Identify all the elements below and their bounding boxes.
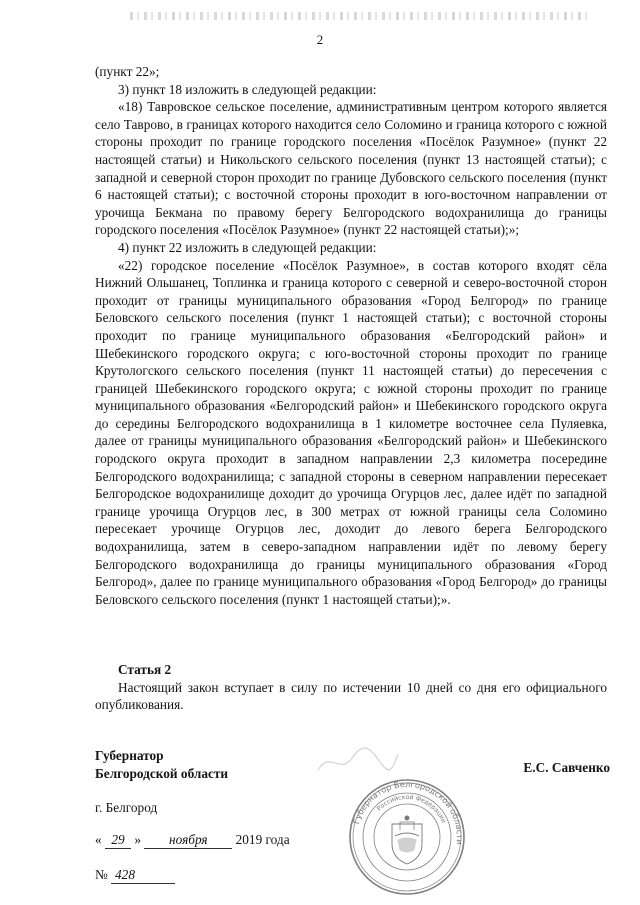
seal-outer-text: Губернатор Белгородской области: [350, 778, 466, 846]
seal-inner-text: Российской Федерации: [375, 793, 448, 825]
date-year: 2019 года: [235, 832, 290, 847]
item-4-intro: 4) пункт 22 изложить в следующей редакции:: [118, 239, 377, 255]
page-number: 2: [316, 32, 324, 47]
article-2-title: Статья 2: [118, 662, 172, 677]
governor-name: Е.С. Савченко: [523, 760, 610, 775]
coat-of-arms-icon: [392, 816, 422, 864]
item-3-intro: 3) пункт 18 изложить в следующей редакции:: [118, 81, 377, 97]
date-line: [95, 832, 290, 849]
item-22-text: «22) городское поселение «Посёлок Разумное», в состав которого входят сёла Нижний Ольшанец, Топлинка и граница которого с северной и северо-восточной сторон проходит от границы муниципального образования «Город Белгород» по границе Беловского сельского поселения (пункт 1 настоящей статьи); с восточной стороны проходит по границе муниципального образования «Белгородский район» и Шебекинского городского округа; с юго-восточной стороны проходит по границе Крутологского сельского поселения (пункт 11 настоящей статьи) до пересечения с границей Шебекинского городского округа; с южной стороны проходит по границе муниципального образования «Белгородский район» и Шебекинского городского округа до середины Белгородского водохранилища в 1 километре восточнее села Пуляевка, далее от границы муниципального образования «Белгородский район» и Шебекинского городского округа проходит в западном направлении 2,3 километра посередине Белгородского водохранилища; с западной стороны в северном направлении пересекает Белгородское водохранилище доходит до урочища Огурцов лес, далее идёт по западной границе урочища Огурцов лес, в 300 метрах от южной границы села Соломино пересекает урочище Огурцов лес, доходит до левого берега Белгородского водохранилища, затем в северо-западном направлении идёт по левому берегу Белгородского водохранилища до границы муниципального образования «Город Белгород», далее по границе муниципального образования «Город Белгород» до границы Беловского сельского поселения (пункт 1 настоящей статьи);».: [95, 257, 607, 607]
date-open-quote: «: [95, 832, 102, 847]
document-number-line: [95, 867, 175, 884]
scan-header-noise: [130, 12, 590, 20]
governor-position-line2: Белгородской области: [95, 766, 229, 781]
document-body: [95, 63, 607, 608]
date-day: 29: [105, 832, 131, 849]
official-seal-stamp: [348, 778, 466, 896]
document-number: 428: [111, 867, 175, 884]
handwritten-signature: [310, 740, 400, 780]
item-18-text: «18) Тавровское сельское поселение, административным центром которого является село Таврово, в границах которого находится село Соломино и граница которого с южной стороны проходит по границе городского поселения «Посёлок Разумное» (пункт 22 настоящей статьи) и Никольского сельского поселения (пункт 13 настоящей статьи); с западной и северной сторон проходит по границе Дубовского сельского поселения (пункт 6 настоящей статьи); с восточной стороны проходит в юго-восточном направлении от урочища Бекмана по правому берегу Белгородского водохранилища до границы городского поселения «Посёлок Разумное» (пункт 22 настоящей статьи);»;: [95, 99, 607, 238]
date-month: ноября: [144, 832, 232, 849]
governor-position: [95, 747, 228, 783]
article-2-text: Настоящий закон вступает в силу по истечении 10 дней со дня его официального опубликования.: [95, 679, 607, 713]
body-line-0: (пункт 22»;: [95, 64, 160, 79]
city: г. Белгород: [95, 800, 158, 815]
number-label: №: [95, 867, 108, 882]
governor-position-line1: Губернатор: [95, 748, 164, 763]
article-2: [95, 661, 607, 714]
date-close-quote: »: [134, 832, 141, 847]
